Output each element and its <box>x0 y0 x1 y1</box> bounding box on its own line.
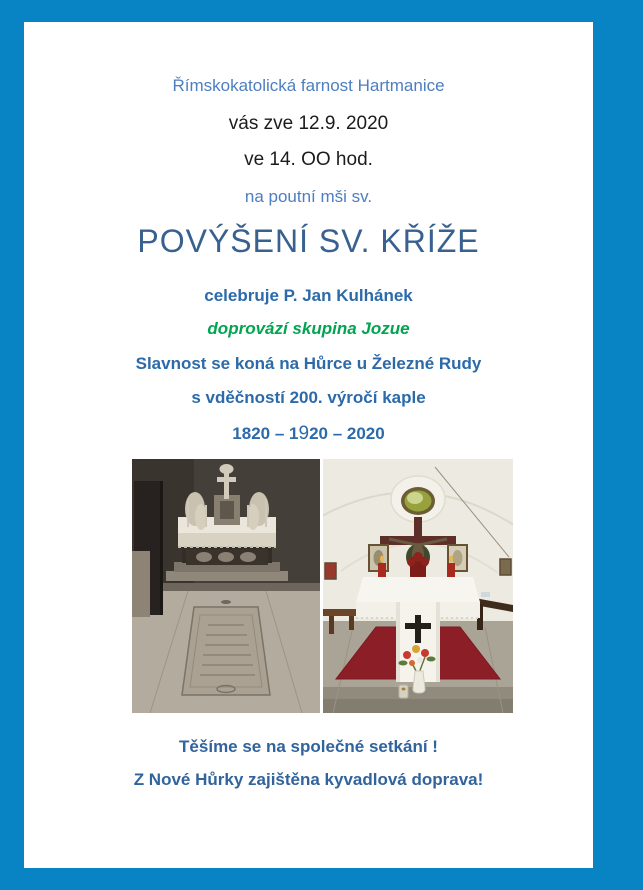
years-part3: 20 – 2020 <box>309 424 385 443</box>
chapel-interior-photo <box>323 459 513 713</box>
historic-altar-photo <box>132 459 320 713</box>
celebrant-line: celebruje P. Jan Kulhánek <box>204 286 413 305</box>
anniversary-line: s vděčností 200. výročí kaple <box>191 388 426 407</box>
photo-pair <box>132 459 513 713</box>
invite-date-line: vás zve 12.9. 2020 <box>228 113 389 134</box>
years-part2: 9 <box>298 423 310 444</box>
years-part1: 1820 – 1 <box>232 424 299 443</box>
closing-line-1: Těšíme se na společné setkání ! <box>179 737 438 756</box>
poster-sheet <box>24 22 593 868</box>
music-group-line: doprovází skupina Jozue <box>207 319 410 338</box>
closing-line-2: Z Nové Hůrky zajištěna kyvadlová doprava! <box>133 770 484 789</box>
years-line <box>24 424 593 444</box>
location-line: Slavnost se koná na Hůrce u Železné Rudy <box>135 354 482 373</box>
time-line: ve 14. OO hod. <box>244 149 373 170</box>
parish-line: Římskokatolická farnost Hartmanice <box>172 76 445 95</box>
poster-title: POVÝŠENÍ SV. KŘÍŽE <box>137 223 480 259</box>
occasion-line: na poutní mši sv. <box>244 187 373 206</box>
